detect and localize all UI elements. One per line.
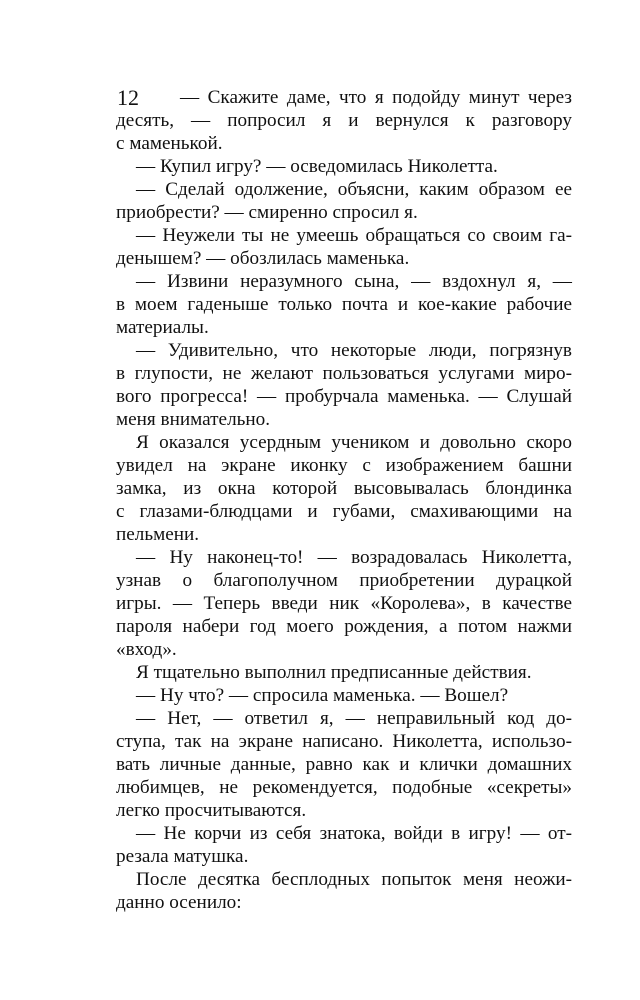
text-line: в моем гаденыше только почта и кое-какие рабочие [116,294,572,315]
text-line: замка, из окна которой высовывалась блондинка [116,478,572,499]
text-line: узнав о благополучном приобретении дурацкой [116,570,572,591]
text-line: — Ну что? — спросила маменька. — Вошел? [136,685,509,706]
text-line: — Нет, — ответил я, — неправильный код до- [136,708,572,729]
text-line: — Не корчи из себя знатока, войди в игру! — от- [136,823,572,844]
text-line: легко просчитываются. [116,800,307,821]
text-line: После десятка бесплодных попыток меня неожи- [136,869,572,890]
text-line: пароля набери год моего рождения, а потом нажми [116,616,572,637]
page-number: 12 [117,85,139,110]
text-line: «вход». [116,639,177,660]
text-line: приобрести? — смиренно спросил я. [116,202,418,223]
text-line: данно осенило: [116,892,242,913]
text-line: Я оказался усердным учеником и довольно скоро [136,432,572,453]
text-line: с маменькой. [116,133,223,154]
text-line: вать личные данные, равно как и клички домашних [116,754,572,775]
text-line: — Ну наконец-то! — возрадовалась Николетта, [136,547,572,568]
text-line: резала матушка. [116,846,249,867]
text-line: игры. — Теперь введи ник «Королева», в качестве [116,593,572,614]
text-line: десять, — попросил я и вернулся к разговору [116,110,572,131]
text-line: — Удивительно, что некоторые люди, погрязнув [136,340,572,361]
text-line: материалы. [116,317,209,338]
text-line: Я тщательно выполнил предписанные действия. [136,662,532,683]
text-line: денышем? — обозлилась маменька. [116,248,410,269]
text-line: в глупости, не желают пользоваться услугами миро- [116,363,572,384]
text-line: — Купил игру? — осведомилась Николетта. [136,156,498,177]
text-line: — Скажите даме, что я подойду минут через [180,87,572,108]
text-line: — Сделай одолжение, объясни, каким образом ее [136,179,572,200]
text-line: любимцев, не рекомендуется, подобные «секреты» [116,777,572,798]
text-line: ступа, так на экране написано. Николетта, использо- [116,731,572,752]
text-line: меня внимательно. [116,409,271,430]
text-line: с глазами-блюдцами и губами, смахивающими на [116,501,572,522]
text-line: увидел на экране иконку с изображением башни [116,455,572,476]
text-line: пельмени. [116,524,200,545]
text-line: — Неужели ты не умеешь обращаться со своим га- [136,225,572,246]
text-line: — Извини неразумного сына, — вздохнул я, — [136,271,572,292]
text-line: вого прогресса! — пробурчала маменька. — Слушай [116,386,572,407]
